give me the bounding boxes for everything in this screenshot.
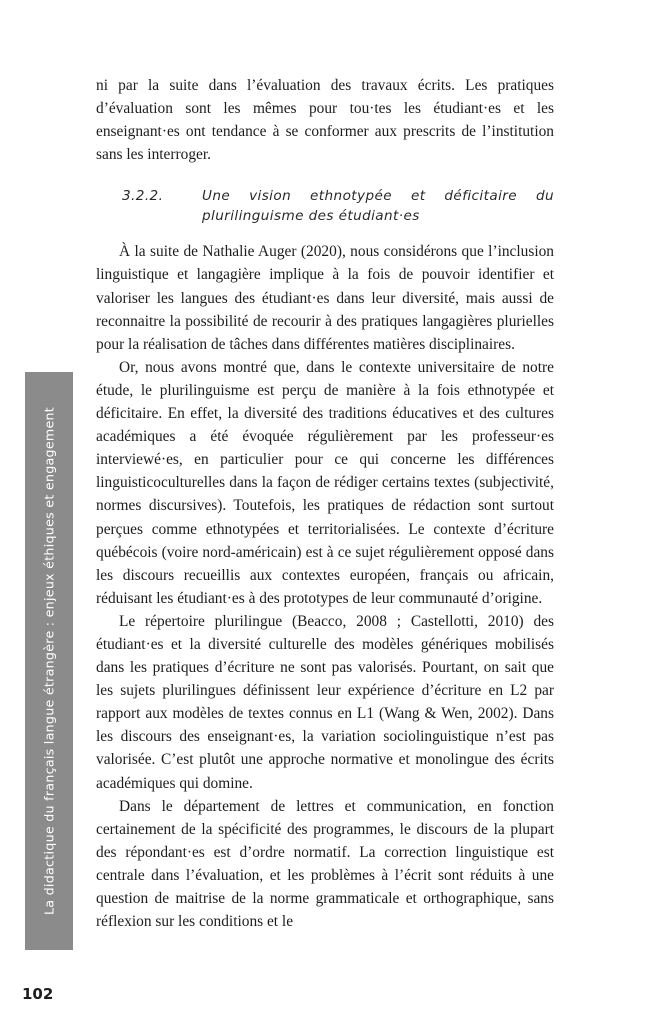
paragraph: À la suite de Nathalie Auger (2020), nous considérons que l’inclusion linguistique et langagière implique à la fois de pouvoir identifier et valoriser les langues des étudiant·es dans leur diversité, mais aussi de reconnaitre la possibilité de recourir à des pratiques langagières plurielles pour la réalisation de tâches dans différentes matières disciplinaires. [96, 243, 554, 353]
side-tab-text: La didactique du français langue étrangère : enjeux éthiques et engagement [41, 406, 57, 916]
section-heading [122, 186, 554, 226]
paragraph: Le répertoire plurilingue (Beacco, 2008 ; Castellotti, 2010) des étudiant·es et la diversité culturelle des modèles génériques mobilisés dans les pratiques d’écriture ne sont pas valorisés. Pourtant, on sait que les sujets plurilingues définissent leur expérience d’écriture en L2 par rapport aux modèles de textes connus en L1 (Wang & Wen, 2002). Dans les discours des enseignant·es, la variation sociolinguistique n’est pas valorisée. C’est plutôt une approche normative et monolingue des écrits académiques qui domine. [96, 612, 554, 792]
paragraph-continuation: ni par la suite dans l’évaluation des travaux écrits. Les pratiques d’évaluation sont les mêmes pour tou·tes les étudiant·es et les enseignant·es ont tendance à se conformer aux prescrits de l’institution sans les interroger. [96, 77, 554, 164]
section-number: 3.2.2. [122, 188, 164, 205]
section-title: Une vision ethnotypée et déficitaire du plurilinguisme des étudiant·es [202, 188, 554, 225]
paragraph: Dans le département de lettres et communication, en fonction certainement de la spécificité des programmes, le discours de la plupart des répondant·es est d’ordre normatif. La correction linguistique est centrale dans l’évaluation, et les problèmes à l’écrit sont réduits à une question de maitrise de la norme grammaticale et orthographique, sans réflexion sur les conditions et le [96, 797, 554, 931]
page-number: 102 [22, 985, 54, 1003]
body-text [96, 74, 554, 933]
side-tab [25, 372, 73, 950]
paragraph: Or, nous avons montré que, dans le contexte universitaire de notre étude, le plurilinguisme est perçu de manière à la fois ethnotypée et déficitaire. En effet, la diversité des traditions éducatives et des cultures académiques a été évoquée régulièrement par les professeur·es interviewé·es, en particulier pour ce qui concerne les différences linguisticoculturelles dans la façon de rédiger certains textes (subjectivité, normes discursives). Toutefois, les pratiques de rédaction sont surtout perçues comme ethnotypées et territorialisées. Le contexte d’écriture québécois (voire nord-américain) est à ce sujet régulièrement opposé dans les discours recueillis aux contextes européen, français ou africain, réduisant les étudiant·es à des prototypes de leur communauté d’origine. [96, 358, 554, 607]
